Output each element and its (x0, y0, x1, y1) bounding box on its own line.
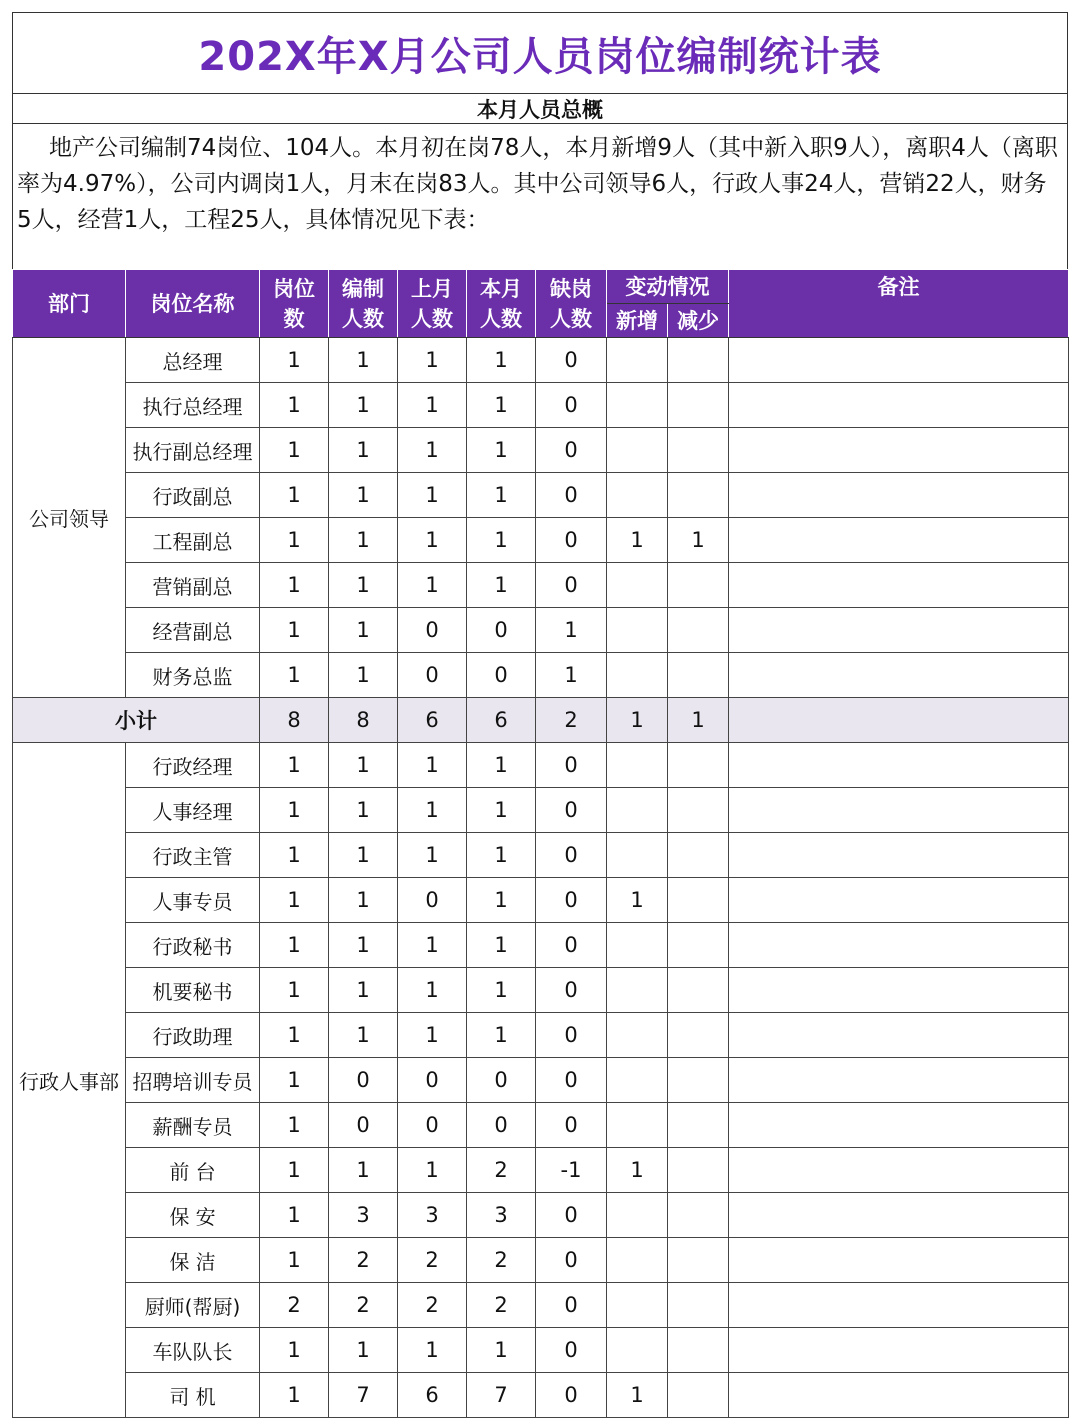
last-cell[interactable]: 0 (398, 608, 467, 653)
remark-cell[interactable] (729, 1283, 1069, 1328)
posts-cell[interactable]: 1 (260, 968, 329, 1013)
posts-cell[interactable]: 2 (260, 1283, 329, 1328)
table-row (13, 338, 1069, 383)
header-current-line2: 人数 (480, 306, 522, 331)
vacancy-cell[interactable]: 0 (536, 923, 607, 968)
last-cell[interactable]: 1 (398, 1148, 467, 1193)
header-current (467, 270, 536, 338)
added-cell[interactable] (607, 923, 668, 968)
remark-cell[interactable] (729, 338, 1069, 383)
spreadsheet (12, 12, 1068, 1418)
vacancy-cell[interactable]: 1 (536, 653, 607, 698)
reduced-cell[interactable] (668, 788, 729, 833)
remark-cell[interactable] (729, 833, 1069, 878)
remark-cell[interactable] (729, 878, 1069, 923)
subtotal-vacancy-cell[interactable]: 2 (536, 698, 607, 743)
summary-paragraph: 地产公司编制74岗位、104人。本月初在岗78人，本月新增9人（其中新入职9人），离职4人（离职率为4.97%），公司内调岗1人，月末在岗83人。其中公司领导6人，行政人事24人，营销22人，财务5人，经营1人，工程25人，具体情况见下表： (12, 124, 1068, 269)
table-row (13, 473, 1069, 518)
reduced-cell[interactable] (668, 968, 729, 1013)
quota-cell[interactable]: 1 (329, 383, 398, 428)
vacancy-cell[interactable]: 0 (536, 518, 607, 563)
position-cell[interactable]: 经营副总 (126, 608, 260, 653)
reduced-cell[interactable] (668, 608, 729, 653)
posts-cell[interactable]: 1 (260, 788, 329, 833)
current-cell[interactable]: 0 (467, 653, 536, 698)
remark-cell[interactable] (729, 1193, 1069, 1238)
current-cell[interactable]: 1 (467, 923, 536, 968)
current-cell[interactable]: 0 (467, 608, 536, 653)
last-cell[interactable]: 6 (398, 1373, 467, 1418)
table-row (13, 1013, 1069, 1058)
remark-cell[interactable] (729, 1238, 1069, 1283)
current-cell[interactable]: 1 (467, 563, 536, 608)
added-cell[interactable] (607, 1103, 668, 1148)
vacancy-cell[interactable]: 0 (536, 473, 607, 518)
posts-cell[interactable]: 1 (260, 743, 329, 788)
position-cell[interactable]: 保 安 (126, 1193, 260, 1238)
reduced-cell[interactable] (668, 1148, 729, 1193)
table-row (13, 878, 1069, 923)
position-cell[interactable]: 执行总经理 (126, 383, 260, 428)
quota-cell[interactable]: 1 (329, 1328, 398, 1373)
header-current-line1: 本月 (480, 276, 522, 301)
added-cell[interactable]: 1 (607, 1148, 668, 1193)
current-cell[interactable]: 1 (467, 743, 536, 788)
posts-cell[interactable]: 1 (260, 1103, 329, 1148)
quota-cell[interactable]: 1 (329, 428, 398, 473)
vacancy-cell[interactable]: 0 (536, 968, 607, 1013)
position-cell[interactable]: 营销副总 (126, 563, 260, 608)
dept-cell[interactable]: 公司领导 (13, 338, 126, 698)
position-cell[interactable]: 财务总监 (126, 653, 260, 698)
header-position: 岗位名称 (126, 270, 260, 338)
reduced-cell[interactable] (668, 383, 729, 428)
last-cell[interactable]: 0 (398, 1058, 467, 1103)
header-reduced: 减少 (668, 304, 729, 338)
header-vacancy-line2: 人数 (550, 306, 592, 331)
current-cell[interactable]: 0 (467, 1058, 536, 1103)
position-cell[interactable]: 行政助理 (126, 1013, 260, 1058)
table-row (13, 788, 1069, 833)
header-quota-line2: 人数 (342, 306, 384, 331)
reduced-cell[interactable] (668, 473, 729, 518)
reduced-cell[interactable] (668, 833, 729, 878)
header-last-line2: 人数 (411, 306, 453, 331)
header-change: 变动情况 (607, 270, 729, 304)
position-cell[interactable]: 机要秘书 (126, 968, 260, 1013)
remark-cell[interactable] (729, 1373, 1069, 1418)
added-cell[interactable] (607, 1283, 668, 1328)
position-cell[interactable]: 行政副总 (126, 473, 260, 518)
subtotal-row (13, 698, 1069, 743)
table-row (13, 383, 1069, 428)
last-cell[interactable]: 1 (398, 788, 467, 833)
reduced-cell[interactable] (668, 1238, 729, 1283)
remark-cell[interactable] (729, 563, 1069, 608)
current-cell[interactable]: 1 (467, 428, 536, 473)
table-row (13, 1328, 1069, 1373)
posts-cell[interactable]: 1 (260, 338, 329, 383)
table-row (13, 1283, 1069, 1328)
table-body (13, 338, 1069, 1418)
current-cell[interactable]: 2 (467, 1283, 536, 1328)
header-quota (329, 270, 398, 338)
added-cell[interactable] (607, 1328, 668, 1373)
quota-cell[interactable]: 2 (329, 1283, 398, 1328)
table-row (13, 923, 1069, 968)
vacancy-cell[interactable]: 0 (536, 1283, 607, 1328)
remark-cell[interactable] (729, 788, 1069, 833)
reduced-cell[interactable] (668, 653, 729, 698)
header-added: 新增 (607, 304, 668, 338)
table-row (13, 1103, 1069, 1148)
added-cell[interactable] (607, 1058, 668, 1103)
posts-cell[interactable]: 1 (260, 1373, 329, 1418)
quota-cell[interactable]: 1 (329, 473, 398, 518)
posts-cell[interactable]: 1 (260, 1328, 329, 1373)
reduced-cell[interactable] (668, 428, 729, 473)
vacancy-cell[interactable]: 0 (536, 1328, 607, 1373)
last-cell[interactable]: 1 (398, 473, 467, 518)
subtotal-quota-cell[interactable]: 8 (329, 698, 398, 743)
posts-cell[interactable]: 1 (260, 1013, 329, 1058)
vacancy-cell[interactable]: 0 (536, 1058, 607, 1103)
reduced-cell[interactable]: 1 (668, 518, 729, 563)
last-cell[interactable]: 1 (398, 338, 467, 383)
current-cell[interactable]: 1 (467, 968, 536, 1013)
position-cell[interactable]: 车队队长 (126, 1328, 260, 1373)
reduced-cell[interactable] (668, 338, 729, 383)
quota-cell[interactable]: 1 (329, 518, 398, 563)
quota-cell[interactable]: 0 (329, 1103, 398, 1148)
current-cell[interactable]: 7 (467, 1373, 536, 1418)
staffing-table (12, 269, 1069, 1418)
table-row (13, 1238, 1069, 1283)
posts-cell[interactable]: 1 (260, 1238, 329, 1283)
header-vacancy (536, 270, 607, 338)
current-cell[interactable]: 1 (467, 788, 536, 833)
quota-cell[interactable]: 1 (329, 563, 398, 608)
added-cell[interactable] (607, 1193, 668, 1238)
position-cell[interactable]: 行政经理 (126, 743, 260, 788)
posts-cell[interactable]: 1 (260, 428, 329, 473)
added-cell[interactable] (607, 968, 668, 1013)
position-cell[interactable]: 招聘培训专员 (126, 1058, 260, 1103)
reduced-cell[interactable] (668, 1373, 729, 1418)
added-cell[interactable] (607, 383, 668, 428)
posts-cell[interactable]: 1 (260, 833, 329, 878)
vacancy-cell[interactable]: 0 (536, 1373, 607, 1418)
header-posts-line1: 岗位 (273, 276, 315, 301)
remark-cell[interactable] (729, 1103, 1069, 1148)
posts-cell[interactable]: 1 (260, 563, 329, 608)
position-cell[interactable]: 总经理 (126, 338, 260, 383)
position-cell[interactable]: 薪酬专员 (126, 1103, 260, 1148)
remark-cell[interactable] (729, 1013, 1069, 1058)
header-posts-line2: 数 (283, 306, 305, 331)
vacancy-cell[interactable]: 0 (536, 1238, 607, 1283)
last-cell[interactable]: 1 (398, 743, 467, 788)
position-cell[interactable]: 厨师(帮厨) (126, 1283, 260, 1328)
last-cell[interactable]: 0 (398, 878, 467, 923)
table-row (13, 563, 1069, 608)
vacancy-cell[interactable]: 0 (536, 338, 607, 383)
subtotal-current-cell[interactable]: 6 (467, 698, 536, 743)
current-cell[interactable]: 2 (467, 1238, 536, 1283)
quota-cell[interactable]: 1 (329, 743, 398, 788)
header-quota-line1: 编制 (342, 276, 384, 301)
table-row (13, 1058, 1069, 1103)
posts-cell[interactable]: 1 (260, 878, 329, 923)
posts-cell[interactable]: 1 (260, 1193, 329, 1238)
position-cell[interactable]: 司 机 (126, 1373, 260, 1418)
position-cell[interactable]: 保 洁 (126, 1238, 260, 1283)
current-cell[interactable]: 2 (467, 1148, 536, 1193)
remark-cell[interactable] (729, 428, 1069, 473)
posts-cell[interactable]: 1 (260, 473, 329, 518)
quota-cell[interactable]: 1 (329, 338, 398, 383)
current-cell[interactable]: 1 (467, 833, 536, 878)
quota-cell[interactable]: 1 (329, 1148, 398, 1193)
quota-cell[interactable]: 2 (329, 1238, 398, 1283)
reduced-cell[interactable] (668, 1328, 729, 1373)
vacancy-cell[interactable]: 0 (536, 1103, 607, 1148)
position-cell[interactable]: 行政主管 (126, 833, 260, 878)
vacancy-cell[interactable]: 0 (536, 833, 607, 878)
header-posts (260, 270, 329, 338)
table-row (13, 743, 1069, 788)
added-cell[interactable] (607, 788, 668, 833)
quota-cell[interactable]: 1 (329, 833, 398, 878)
remark-cell[interactable] (729, 1058, 1069, 1103)
dept-cell[interactable]: 行政人事部 (13, 743, 126, 1418)
quota-cell[interactable]: 0 (329, 1058, 398, 1103)
added-cell[interactable] (607, 1238, 668, 1283)
current-cell[interactable]: 1 (467, 338, 536, 383)
remark-cell[interactable] (729, 923, 1069, 968)
remark-cell[interactable] (729, 653, 1069, 698)
table-row (13, 968, 1069, 1013)
table-row (13, 608, 1069, 653)
vacancy-cell[interactable]: 0 (536, 743, 607, 788)
added-cell[interactable]: 1 (607, 878, 668, 923)
vacancy-cell[interactable]: 0 (536, 563, 607, 608)
table-row (13, 1373, 1069, 1418)
header-last-line1: 上月 (411, 276, 453, 301)
reduced-cell[interactable] (668, 1283, 729, 1328)
vacancy-cell[interactable]: 0 (536, 788, 607, 833)
reduced-cell[interactable] (668, 1193, 729, 1238)
last-cell[interactable]: 1 (398, 1328, 467, 1373)
table-row (13, 1193, 1069, 1238)
current-cell[interactable]: 1 (467, 383, 536, 428)
reduced-cell[interactable] (668, 878, 729, 923)
vacancy-cell[interactable]: 0 (536, 383, 607, 428)
remark-cell[interactable] (729, 473, 1069, 518)
quota-cell[interactable]: 1 (329, 923, 398, 968)
current-cell[interactable]: 0 (467, 1103, 536, 1148)
reduced-cell[interactable] (668, 1058, 729, 1103)
header-dept: 部门 (13, 270, 126, 338)
position-cell[interactable]: 工程副总 (126, 518, 260, 563)
quota-cell[interactable]: 1 (329, 1013, 398, 1058)
posts-cell[interactable]: 1 (260, 1058, 329, 1103)
quota-cell[interactable]: 1 (329, 968, 398, 1013)
added-cell[interactable] (607, 653, 668, 698)
table-row (13, 653, 1069, 698)
vacancy-cell[interactable]: 1 (536, 608, 607, 653)
position-cell[interactable]: 执行副总经理 (126, 428, 260, 473)
reduced-cell[interactable] (668, 1013, 729, 1058)
remark-cell[interactable] (729, 743, 1069, 788)
current-cell[interactable]: 1 (467, 878, 536, 923)
last-cell[interactable]: 1 (398, 923, 467, 968)
added-cell[interactable] (607, 563, 668, 608)
current-cell[interactable]: 3 (467, 1193, 536, 1238)
remark-cell[interactable] (729, 1328, 1069, 1373)
vacancy-cell[interactable]: -1 (536, 1148, 607, 1193)
added-cell[interactable] (607, 338, 668, 383)
position-cell[interactable]: 前 台 (126, 1148, 260, 1193)
last-cell[interactable]: 1 (398, 833, 467, 878)
reduced-cell[interactable] (668, 743, 729, 788)
vacancy-cell[interactable]: 0 (536, 878, 607, 923)
header-last (398, 270, 467, 338)
added-cell[interactable] (607, 608, 668, 653)
reduced-cell[interactable] (668, 923, 729, 968)
subtotal-last-cell[interactable]: 6 (398, 698, 467, 743)
header-remark: 备注 (729, 270, 1069, 338)
quota-cell[interactable]: 1 (329, 788, 398, 833)
remark-cell[interactable] (729, 608, 1069, 653)
current-cell[interactable]: 1 (467, 1328, 536, 1373)
added-cell[interactable] (607, 473, 668, 518)
last-cell[interactable]: 1 (398, 428, 467, 473)
header-vacancy-line1: 缺岗 (550, 276, 592, 301)
subtotal-reduced-cell[interactable]: 1 (668, 698, 729, 743)
remark-cell[interactable] (729, 518, 1069, 563)
posts-cell[interactable]: 1 (260, 518, 329, 563)
section-title: 本月人员总概 (12, 94, 1068, 124)
subtotal-added-cell[interactable]: 1 (607, 698, 668, 743)
quota-cell[interactable]: 1 (329, 608, 398, 653)
sheet-title: 202X年X月公司人员岗位编制统计表 (12, 12, 1068, 94)
reduced-cell[interactable] (668, 1103, 729, 1148)
added-cell[interactable] (607, 743, 668, 788)
position-cell[interactable]: 人事专员 (126, 878, 260, 923)
position-cell[interactable]: 人事经理 (126, 788, 260, 833)
last-cell[interactable]: 3 (398, 1193, 467, 1238)
quota-cell[interactable]: 3 (329, 1193, 398, 1238)
subtotal-label[interactable]: 小计 (13, 698, 260, 743)
subtotal-posts-cell[interactable]: 8 (260, 698, 329, 743)
posts-cell[interactable]: 1 (260, 653, 329, 698)
last-cell[interactable]: 1 (398, 383, 467, 428)
quota-cell[interactable]: 7 (329, 1373, 398, 1418)
table-row (13, 1148, 1069, 1193)
remark-cell[interactable] (729, 968, 1069, 1013)
last-cell[interactable]: 1 (398, 1013, 467, 1058)
remark-cell[interactable] (729, 383, 1069, 428)
posts-cell[interactable]: 1 (260, 1148, 329, 1193)
quota-cell[interactable]: 1 (329, 878, 398, 923)
added-cell[interactable]: 1 (607, 1373, 668, 1418)
added-cell[interactable] (607, 1013, 668, 1058)
posts-cell[interactable]: 1 (260, 608, 329, 653)
table-row (13, 833, 1069, 878)
last-cell[interactable]: 1 (398, 968, 467, 1013)
quota-cell[interactable]: 1 (329, 653, 398, 698)
last-cell[interactable]: 0 (398, 653, 467, 698)
remark-cell[interactable] (729, 1148, 1069, 1193)
last-cell[interactable]: 1 (398, 563, 467, 608)
table-row (13, 518, 1069, 563)
last-cell[interactable]: 1 (398, 518, 467, 563)
reduced-cell[interactable] (668, 563, 729, 608)
table-row (13, 428, 1069, 473)
vacancy-cell[interactable]: 0 (536, 1193, 607, 1238)
subtotal-remark-cell[interactable] (729, 698, 1069, 743)
current-cell[interactable]: 1 (467, 473, 536, 518)
last-cell[interactable]: 2 (398, 1238, 467, 1283)
vacancy-cell[interactable]: 0 (536, 428, 607, 473)
posts-cell[interactable]: 1 (260, 923, 329, 968)
last-cell[interactable]: 2 (398, 1283, 467, 1328)
vacancy-cell[interactable]: 0 (536, 1013, 607, 1058)
posts-cell[interactable]: 1 (260, 383, 329, 428)
added-cell[interactable] (607, 833, 668, 878)
current-cell[interactable]: 1 (467, 518, 536, 563)
position-cell[interactable]: 行政秘书 (126, 923, 260, 968)
last-cell[interactable]: 0 (398, 1103, 467, 1148)
added-cell[interactable]: 1 (607, 518, 668, 563)
current-cell[interactable]: 1 (467, 1013, 536, 1058)
added-cell[interactable] (607, 428, 668, 473)
